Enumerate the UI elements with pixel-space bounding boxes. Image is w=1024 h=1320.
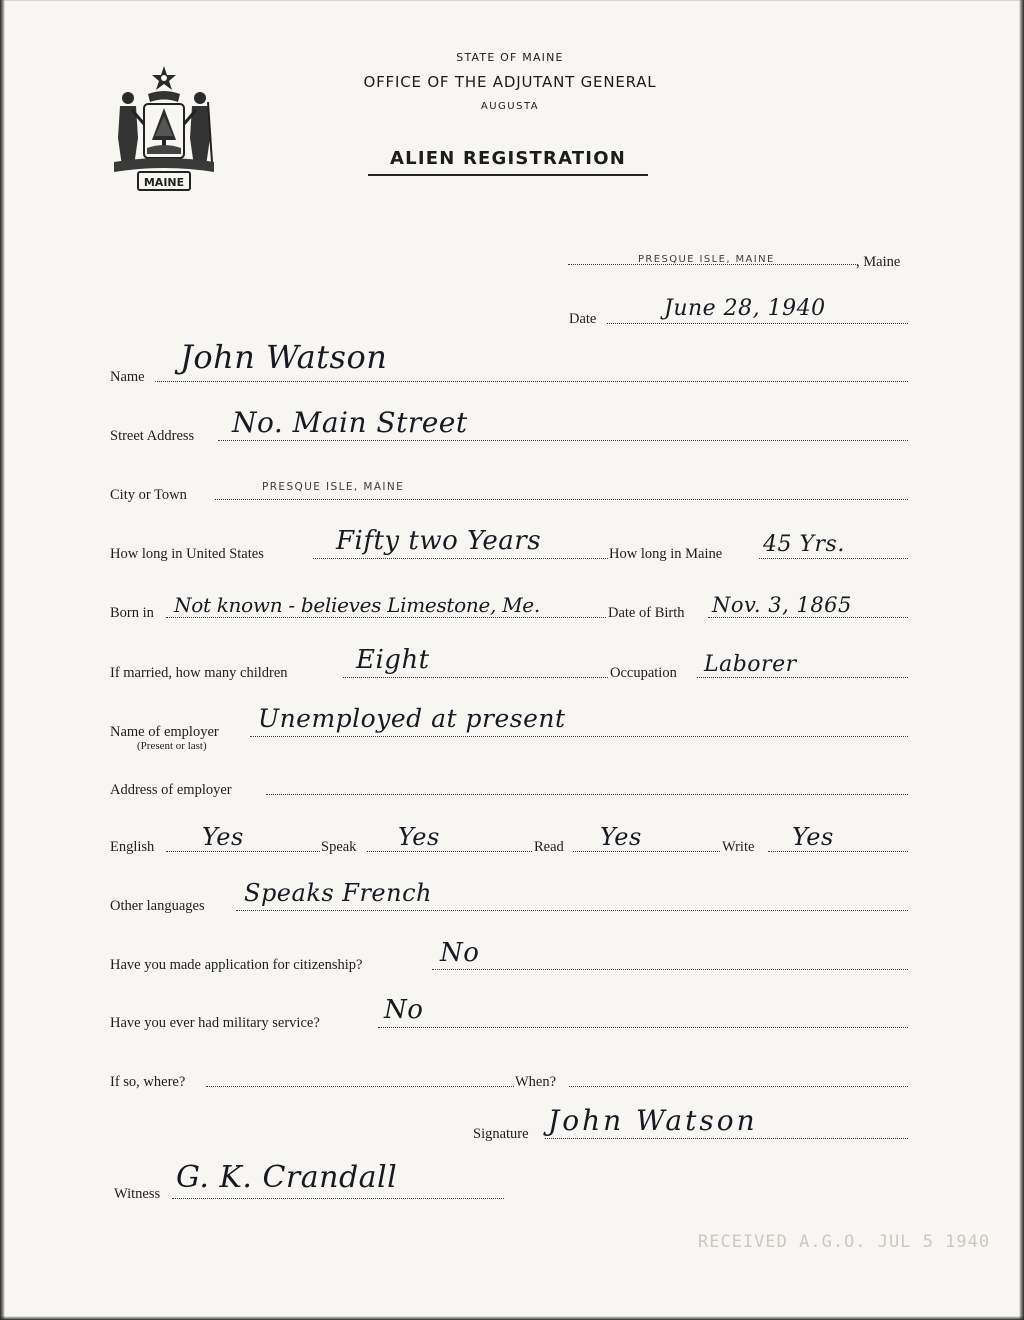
military-line — [378, 1027, 908, 1028]
us-duration-label: How long in United States — [110, 546, 264, 562]
us-duration-line — [313, 558, 608, 559]
employer-value: Unemployed at present — [258, 704, 566, 733]
witness-label: Witness — [114, 1186, 161, 1202]
write-label: Write — [722, 839, 755, 855]
citizenship-value: No — [440, 938, 480, 968]
signature-label: Signature — [473, 1126, 529, 1142]
scan-edge-bottom — [0, 1316, 1024, 1320]
speak-value: Yes — [398, 823, 440, 851]
city-stamp: PRESQUE ISLE, MAINE — [262, 481, 405, 493]
scan-edge-right — [1019, 0, 1024, 1320]
born-in-value: Not known - believes Limestone, Me. — [174, 593, 540, 617]
dob-value: Nov. 3, 1865 — [712, 593, 852, 617]
speak-line — [367, 851, 532, 852]
children-line — [343, 677, 608, 678]
witness-line — [172, 1198, 504, 1199]
citizenship-line — [432, 969, 908, 970]
when-line — [569, 1086, 908, 1087]
maine-seal-icon — [108, 62, 220, 194]
signature-line — [545, 1138, 908, 1139]
maine-duration-value: 45 Yrs. — [763, 532, 845, 557]
employer-address-label: Address of employer — [110, 782, 232, 798]
read-line — [573, 851, 720, 852]
english-value: Yes — [202, 823, 244, 851]
speak-label: Speak — [321, 839, 357, 855]
street-value: No. Main Street — [232, 406, 468, 439]
occupation-value: Laborer — [704, 652, 797, 677]
header-office: OFFICE OF THE ADJUTANT GENERAL — [363, 73, 657, 91]
us-duration-value: Fifty two Years — [336, 526, 542, 556]
occupation-label: Occupation — [610, 665, 677, 681]
header-city: AUGUSTA — [480, 101, 540, 112]
signature-value: John Watson — [548, 1104, 758, 1137]
employer-line — [250, 736, 908, 737]
employer-label: Name of employer — [110, 724, 219, 740]
city-line — [215, 499, 908, 500]
other-languages-label: Other languages — [110, 898, 205, 914]
other-languages-line — [236, 910, 908, 911]
citizenship-label: Have you made application for citizenship? — [110, 957, 363, 973]
children-value: Eight — [356, 645, 430, 675]
read-value: Yes — [600, 823, 642, 851]
form-title: ALIEN REGISTRATION — [390, 148, 626, 169]
military-label: Have you ever had military service? — [110, 1015, 320, 1031]
employer-address-line — [266, 794, 908, 795]
write-line — [768, 851, 908, 852]
english-label: English — [110, 839, 155, 855]
maine-duration-label: How long in Maine — [609, 546, 723, 562]
born-in-label: Born in — [110, 605, 154, 621]
where-line — [206, 1086, 514, 1087]
date-value: June 28, 1940 — [664, 296, 826, 321]
children-label: If married, how many children — [110, 665, 288, 681]
street-line — [218, 440, 908, 441]
name-line — [155, 381, 908, 382]
other-languages-value: Speaks French — [244, 879, 432, 907]
date-label: Date — [569, 311, 597, 327]
place-stamp: PRESQUE ISLE, MAINE — [638, 254, 775, 265]
name-label: Name — [110, 369, 145, 385]
scan-edge-left — [0, 0, 5, 1320]
military-value: No — [384, 995, 424, 1025]
witness-value: G. K. Crandall — [176, 1160, 398, 1195]
street-label: Street Address — [110, 428, 195, 444]
employer-sublabel: (Present or last) — [137, 740, 207, 752]
when-label: When? — [515, 1074, 557, 1090]
city-label: City or Town — [110, 487, 187, 503]
header-state: STATE OF MAINE — [456, 51, 564, 64]
where-label: If so, where? — [110, 1074, 186, 1090]
write-value: Yes — [792, 823, 834, 851]
read-label: Read — [534, 839, 564, 855]
name-value: John Watson — [180, 338, 388, 376]
title-underline — [368, 174, 648, 176]
dob-label: Date of Birth — [608, 605, 685, 621]
place-suffix: , Maine — [856, 254, 901, 270]
received-stamp: RECEIVED A.G.O. JUL 5 1940 — [698, 1232, 991, 1252]
svg-text:MAINE: MAINE — [143, 176, 185, 189]
